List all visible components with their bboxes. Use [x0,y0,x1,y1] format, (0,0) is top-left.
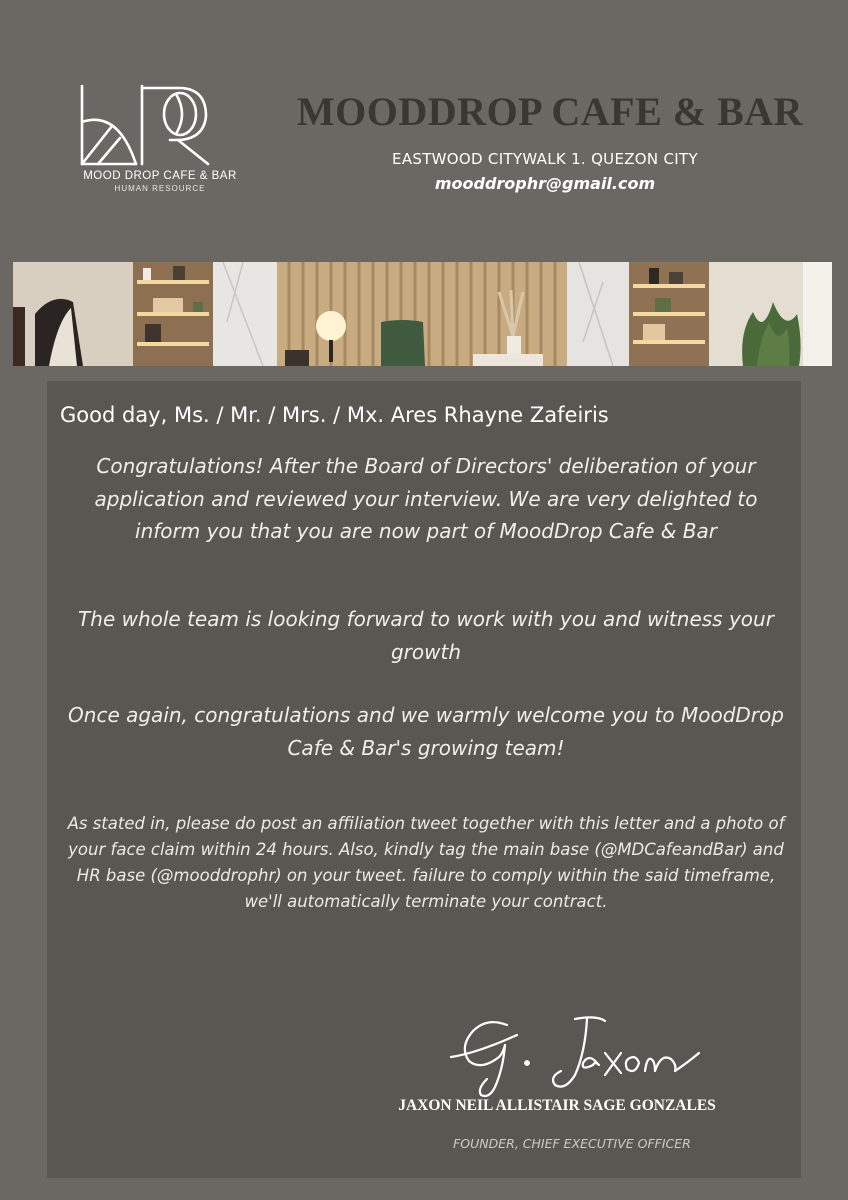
company-email: mooddrophr@gmail.com [434,174,656,193]
hr-monogram-icon [78,82,218,166]
logo-department: HUMAN RESOURCE [114,184,206,193]
signer-name: JAXON NEIL ALLISTAIR SAGE GONZALES [398,1097,716,1114]
letter-paragraph-team: The whole team is looking forward to work with you and witness your growth [78,607,774,664]
letter-paragraph-congratulations: Congratulations! After the Board of Directors' deliberation of your application and reviewed your interview. We are very delighted to inform you that you are now part of MoodDrop Cafe & Bar [94,454,758,543]
interior-photo-icon [13,262,832,366]
signature-script [447,1013,707,1103]
letter-paragraph-welcome: Once again, congratulations and we warmly welcome you to MoodDrop Cafe & Bar's growing team! [68,703,784,760]
signature-icon [447,1013,707,1103]
interior-photo-banner [13,262,832,366]
company-title: MOODDROP CAFE & BAR [296,89,804,134]
letter-panel [47,381,801,1178]
letter-affiliation-note: As stated in, please do post an affiliation tweet together with this letter and a photo of your face claim within 24 hours. Also, kindly tag the main base (@MDCafeandBar) and HR base (@mooddrophr) on your tweet. failure to comply within the said timeframe, we'll automatically terminate your contract. [67,814,785,911]
hr-logo [60,82,260,202]
signer-title: FOUNDER, CHIEF EXECUTIVE OFFICER [453,1136,691,1151]
logo-company-name: MOOD DROP CAFE & BAR [83,170,237,182]
letter-greeting: Good day, Ms. / Mr. / Mrs. / Mx. Ares Rhayne Zafeiris [60,403,609,427]
company-address: EASTWOOD CITYWALK 1. QUEZON CITY [392,150,698,168]
